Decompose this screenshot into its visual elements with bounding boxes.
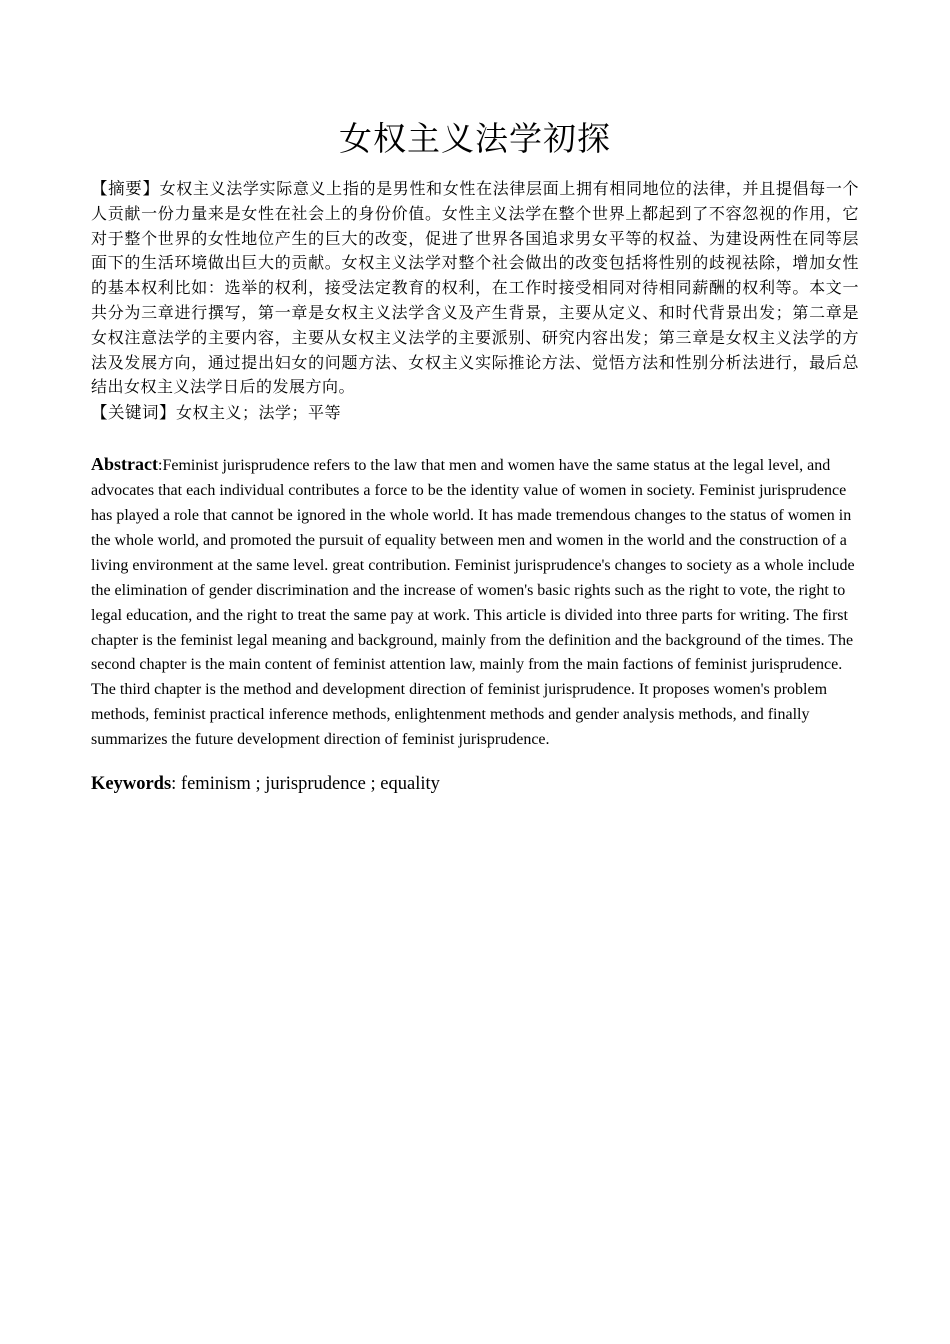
english-abstract	[91, 452, 859, 753]
chinese-keywords-text: 女权主义；法学；平等	[176, 403, 342, 423]
document-page	[91, 0, 859, 797]
page-title: 女权主义法学初探	[339, 119, 611, 158]
chinese-keywords	[91, 400, 859, 426]
english-keywords	[91, 771, 859, 797]
english-keywords-label: Keywords	[91, 774, 172, 795]
chinese-abstract-text: 女权主义法学实际意义上指的是男性和女性在法律层面上拥有相同地位的法律，并且提倡每一个人贡献一份力量来是女性在社会上的身份价值。女性主义法学在整个世界上都起到了不容忽视的作用，它对于整个世界的女性地位产生的巨大的改变，促进了世界各国追求男女平等的权益、为建设两性在同等层面下的生活环境做出巨大的贡献。女权主义法学对整个社会做出的改变包括将性别的歧视祛除，增加女性的基本权利比如：选举的权利，接受法定教育的权利，在工作时接受相同对待相同薪酬的权利等。本文一共分为三章进行撰写，第一章是女权主义法学含义及产生背景，主要从定义、和时代背景出发；第二章是女权注意法学的主要内容，主要从女权主义法学的主要派别、研究内容出发；第三章是女权主义法学的方法及发展方向，通过提出妇女的问题方法、女权主义实际推论方法、觉悟方法和性别分析法进行，最后总结出女权主义法学日后的发展方向。	[91, 179, 859, 397]
english-abstract-label: Abstract	[91, 454, 158, 475]
english-keywords-text: : feminism ; jurisprudence ; equality	[171, 774, 440, 795]
chinese-abstract	[91, 177, 859, 400]
chinese-abstract-label: 【摘要】	[91, 179, 160, 198]
english-abstract-text: Feminist jurisprudence refers to the law that men and women have the same status at the legal level, and advocates that each individual contributes a force to be the identity value of women in society. Feminist jurisprudence has played a role that cannot be ignored in the whole world. It has made tremendous changes to the status of women in the whole world, and promoted the pursuit of equality between men and women in the world and the construction of a living environment at the same level. great contribution. Feminist jurisprudence's changes to society as a whole include the elimination of gender discrimination and the increase of women's basic rights such as the right to vote, the right to legal education, and the right to treat the same pay at work. This article is divided into three parts for writing. The first chapter is the feminist legal meaning and background, mainly from the definition and the background of the times. The second chapter is the main content of feminist attention law, mainly from the main factions of feminist jurisprudence. The third chapter is the method and development direction of feminist jurisprudence. It proposes women's problem methods, feminist practical inference methods, enlightenment methods and gender analysis methods, and finally summarizes the future development direction of feminist jurisprudence.	[91, 457, 855, 749]
english-abstract-separator: :	[157, 457, 163, 475]
chinese-keywords-label: 【关键词】	[91, 403, 176, 423]
